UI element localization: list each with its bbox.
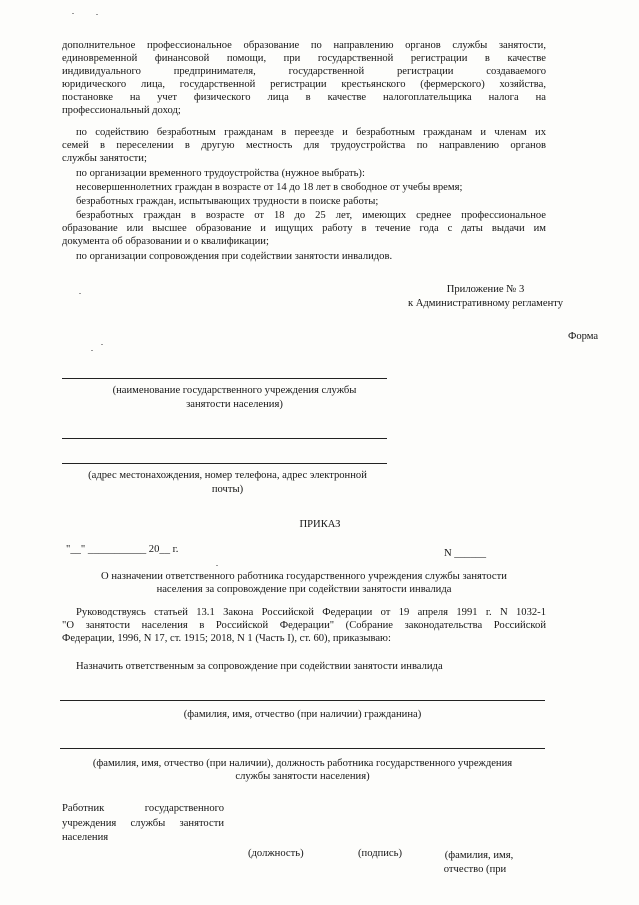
intro-line: юридического лица, государственной регистрации крестьянского (фермерского) хозяйства, xyxy=(62,79,546,90)
institution-name-line xyxy=(62,378,387,379)
intro-line: дополнительное профессиональное образование по направлению органов службы занятости, xyxy=(62,40,546,51)
order-title: ПРИКАЗ xyxy=(299,519,341,530)
scan-speck xyxy=(96,14,98,15)
address-line xyxy=(62,438,387,439)
worker-caption: службы занятости населения) xyxy=(235,771,370,782)
order-number: N ______ xyxy=(444,548,487,559)
appendix-number: Приложение № 3 xyxy=(446,284,525,295)
form-label: Форма xyxy=(568,331,599,342)
assign-text: Назначить ответственным за сопровождение при содействии занятости инвалида xyxy=(76,661,443,672)
temp-employment-line: по организации временного трудоустройства (нужное выбрать): xyxy=(76,168,365,179)
position-caption: (должность) xyxy=(248,848,304,859)
minors-line: несовершеннолетних граждан в возрасте от 14 до 18 лет в свободное от учебы время; xyxy=(76,182,463,193)
institution-caption: (наименование государственного учреждения службы xyxy=(112,385,357,396)
relocation-line: семей в переселении в другую местность для трудоустройства по направлению органов xyxy=(62,140,546,151)
scan-speck xyxy=(79,293,81,294)
order-date: "__" ___________ 20__ г. xyxy=(66,544,179,555)
citizen-name-line xyxy=(60,700,545,701)
institution-caption: занятости населения) xyxy=(186,399,283,410)
young-line: образование или высшее образование и ищущих работу в течение года с даты выдачи им xyxy=(62,223,546,234)
relocation-line: службы занятости; xyxy=(62,153,147,164)
worker-name-line xyxy=(60,748,545,749)
worker-caption: (фамилия, имя, отчество (при наличии), должность работника государственного учреждения xyxy=(92,758,513,769)
preamble-line: "О занятости населения в Российской Федерации" (Собрание законодательства Российской xyxy=(62,620,546,631)
scan-speck xyxy=(216,565,218,566)
intro-line: индивидуального предпринимателя, государственной регистрации создаваемого xyxy=(62,66,546,77)
difficulties-line: безработных граждан, испытывающих трудности в поиске работы; xyxy=(76,196,379,207)
address-caption: (адрес местонахождения, номер телефона, адрес электронной xyxy=(88,470,367,481)
preamble-line: Федерации, 1996, N 17, ст. 1915; 2018, N 1 (Часть I), ст. 60), приказываю: xyxy=(62,633,391,644)
citizen-caption: (фамилия, имя, отчество (при наличии) гражданина) xyxy=(183,709,422,720)
scan-speck xyxy=(91,350,93,351)
fullname-caption: отчество (при xyxy=(443,864,507,875)
address-line xyxy=(62,463,387,464)
young-line: документа об образовании и о квалификации; xyxy=(62,236,269,247)
signature-label: населения xyxy=(62,832,109,843)
disabled-support-line: по организации сопровождения при содействии занятости инвалидов. xyxy=(76,251,393,262)
fullname-caption: (фамилия, имя, xyxy=(444,850,514,861)
scan-speck xyxy=(101,344,103,345)
appendix-regulation: к Административному регламенту xyxy=(407,298,564,309)
order-subject: О назначении ответственного работника государственного учреждения службы занятости xyxy=(101,571,507,582)
signature-label: учреждения службы занятости xyxy=(62,818,224,829)
intro-line: постановке на учет физического лица в качестве налогоплательщика налога на xyxy=(62,92,546,103)
intro-line: профессиональный доход; xyxy=(62,105,181,116)
signature-label: Работник государственного xyxy=(62,803,224,814)
intro-line: единовременной финансовой помощи, при государственной регистрации в качестве xyxy=(62,53,546,64)
relocation-line: по содействию безработным гражданам в переезде и безработным гражданам и членам их xyxy=(76,127,546,138)
scan-speck xyxy=(72,13,74,14)
address-caption: почты) xyxy=(211,484,244,495)
preamble-line: Руководствуясь статьей 13.1 Закона Российской Федерации от 19 апреля 1991 г. N 1032-1 xyxy=(76,607,546,618)
young-line: безработных граждан в возрасте от 18 до 25 лет, имеющих среднее профессиональное xyxy=(76,210,546,221)
order-subject: населения за сопровождение при содействии занятости инвалида xyxy=(156,584,452,595)
signature-caption: (подпись) xyxy=(358,848,402,859)
